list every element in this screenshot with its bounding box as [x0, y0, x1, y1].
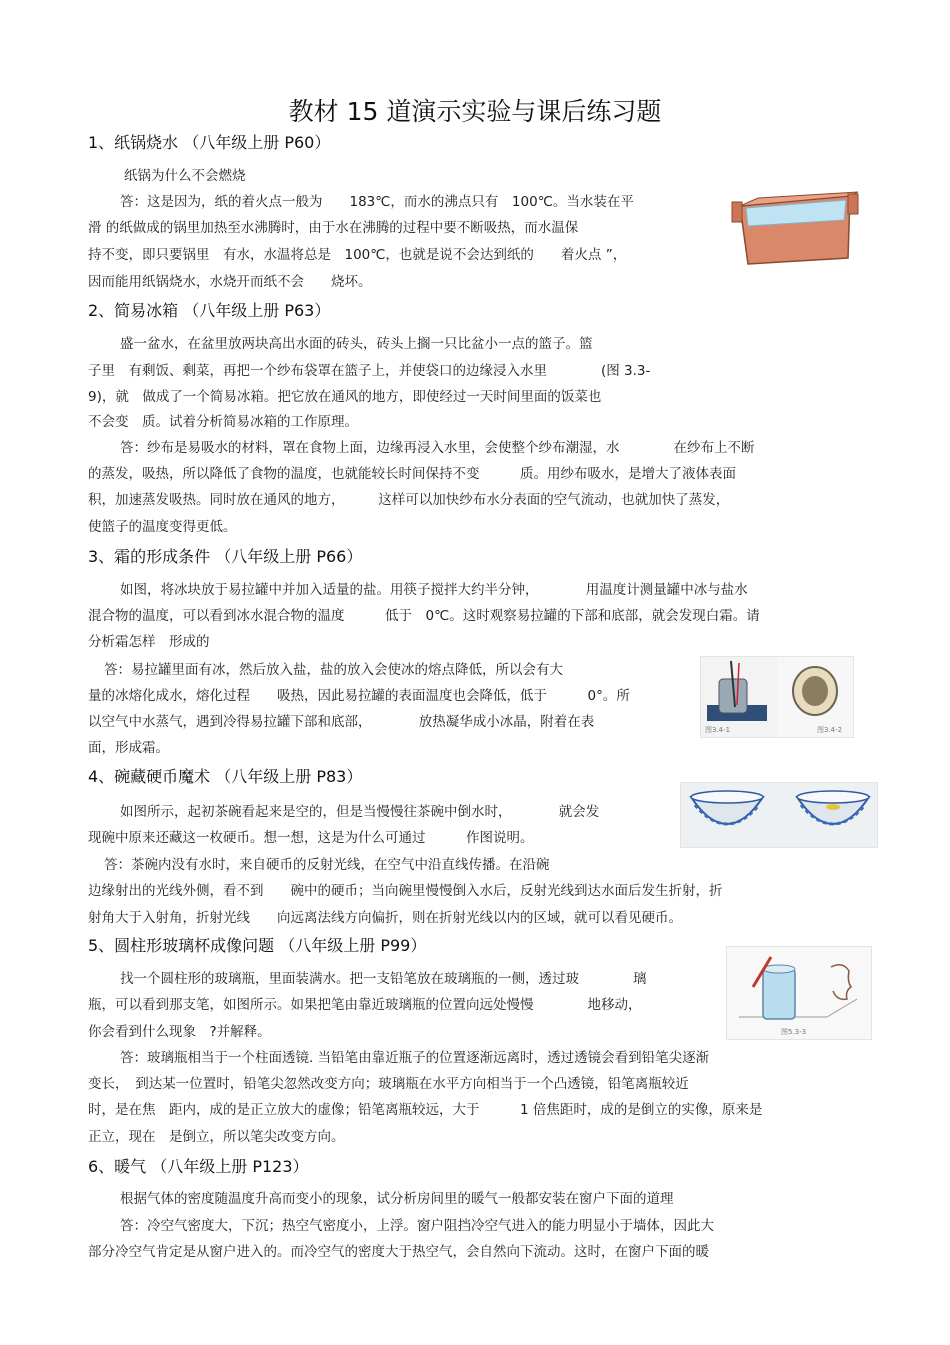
- s3-line: 混合物的温度，可以看到冰水混合物的温度 低于 0℃。这时观察易拉罐的下部和底部，就会发现白霜。请: [88, 608, 760, 624]
- s2-line: 9)，就 做成了一个简易冰箱。把它放在通风的地方，即使经过一天时间里面的饭菜也: [88, 389, 602, 405]
- s5-line: 找一个圆柱形的玻璃瓶，里面装满水。把一支铅笔放在玻璃瓶的一侧，透过玻 璃: [120, 971, 647, 987]
- glass-bottle-figure: [726, 946, 872, 1040]
- s5-line: 时，是在焦 距内，成的是正立放大的虚像；铅笔离瓶较远，大于 1 倍焦距时，成的是倒立的实像，原来是: [88, 1102, 763, 1118]
- s2-line: 的蒸发，吸热，所以降低了食物的温度，也就能较长时间保持不变 质。用纱布吸水，是增大了液体表面: [88, 466, 736, 482]
- s3-line: 面，形成霜。: [88, 740, 169, 756]
- s1-line: 答：这是因为，纸的着火点一般为 183℃，而水的沸点只有 100℃。当水装在平: [120, 194, 634, 210]
- s3-line: 如图，将冰块放于易拉罐中并加入适量的盐。用筷子搅拌大约半分钟， 用温度计测量罐中冰与盐水: [120, 582, 748, 598]
- section-6-heading: 6、暖气 （八年级上册 P123）: [88, 1157, 309, 1176]
- s1-line: 滑 的纸做成的锅里加热至水沸腾时，由于水在沸腾的过程中要不断吸热，而水温保: [88, 220, 579, 236]
- s3-line: 分析霜怎样 形成的: [88, 634, 210, 650]
- s4-line: 答：茶碗内没有水时，来自硬币的反射光线，在空气中沿直线传播。在沿碗: [104, 857, 550, 873]
- s5-line: 瓶，可以看到那支笔，如图所示。如果把笔由靠近玻璃瓶的位置向远处慢慢 地移动，: [88, 997, 642, 1013]
- s5-line: 变长， 到达某一位置时，铅笔尖忽然改变方向；玻璃瓶在水平方向相当于一个凸透镜，铅笔离瓶较近: [88, 1076, 689, 1092]
- s1-line: 持不变，即只要锅里 有水，水温将总是 100℃，也就是说不会达到纸的 着火点 ”，: [88, 247, 627, 263]
- section-3-heading: 3、霜的形成条件 （八年级上册 P66）: [88, 547, 363, 566]
- figure-caption: 图5.3-3: [781, 1028, 807, 1036]
- s2-line: 不会变 质。试着分析简易冰箱的工作原理。: [88, 414, 358, 430]
- s4-line: 射角大于入射角，折射光线 向远离法线方向偏折，则在折射光线以内的区域，就可以看见硬币。: [88, 910, 682, 926]
- s2-line: 答：纱布是易吸水的材料，罩在食物上面，边缘再浸入水里，会使整个纱布潮湿，水 在纱布上不断: [120, 440, 755, 456]
- s3-line: 以空气中水蒸气，遇到冷得易拉罐下部和底部， 放热凝华成小冰晶，附着在表: [88, 714, 595, 730]
- s2-line: 积，加速蒸发吸热。同时放在通风的地方， 这样可以加快纱布水分表面的空气流动，也就加快了蒸发，: [88, 492, 730, 508]
- s2-line: 盛一盆水，在盆里放两块高出水面的砖头，砖头上搁一只比盆小一点的篮子。篮: [120, 336, 593, 352]
- s6-line: 答：冷空气密度大，下沉；热空气密度小，上浮。窗户阻挡冷空气进入的能力明显小于墙体，因此大: [120, 1218, 714, 1234]
- s5-line: 你会看到什么现象 ?并解释。: [88, 1024, 271, 1040]
- s3-line: 量的冰熔化成水，熔化过程 吸热，因此易拉罐的表面温度也会降低，低于 0°。所: [88, 688, 630, 704]
- frost-can-figure: [700, 656, 854, 738]
- s4-line: 边缘射出的光线外侧，看不到 碗中的硬币；当向碗里慢慢倒入水后，反射光线到达水面后发生折射，折: [88, 883, 723, 899]
- s2-line: 子里 有剩饭、剩菜，再把一个纱布袋罩在篮子上，并使袋口的边缘浸入水里 (图 3.3-: [88, 363, 651, 379]
- s2-line: 使篮子的温度变得更低。: [88, 519, 237, 535]
- section-5-heading: 5、圆柱形玻璃杯成像问题 （八年级上册 P99）: [88, 936, 427, 955]
- paper-pot-figure: [718, 186, 870, 272]
- s6-line: 部分冷空气肯定是从窗户进入的。而冷空气的密度大于热空气，会自然向下流动。这时，在窗户下面的暖: [88, 1244, 709, 1260]
- s6-line: 根据气体的密度随温度升高而变小的现象，试分析房间里的暖气一般都安装在窗户下面的道理: [120, 1191, 674, 1207]
- s3-line: 答：易拉罐里面有冰，然后放入盐，盐的放入会使冰的熔点降低，所以会有大: [104, 662, 563, 678]
- page-title: 教材 15 道演示实验与课后练习题: [288, 97, 662, 126]
- s4-line: 现碗中原来还藏这一枚硬币。想一想，这是为什么可通过 作图说明。: [88, 830, 534, 846]
- coin-bowl-figure: [680, 782, 878, 848]
- s5-line: 正立，现在 是倒立，所以笔尖改变方向。: [88, 1129, 345, 1145]
- figure-caption: 图3.4-1: [705, 726, 731, 734]
- s1-line: 因而能用纸锅烧水，水烧开而纸不会 烧坏。: [88, 274, 372, 290]
- section-2-heading: 2、简易冰箱 （八年级上册 P63）: [88, 301, 331, 320]
- section-4-heading: 4、碗藏硬币魔术 （八年级上册 P83）: [88, 767, 363, 786]
- s1-question: 纸锅为什么不会燃烧: [124, 168, 246, 184]
- section-1-heading: 1、纸锅烧水 （八年级上册 P60）: [88, 133, 331, 152]
- figure-caption: 图3.4-2: [817, 726, 843, 734]
- s5-line: 答：玻璃瓶相当于一个柱面透镜. 当铅笔由靠近瓶子的位置逐渐远离时，透过透镜会看到铅笔尖逐渐: [120, 1050, 710, 1066]
- s4-line: 如图所示，起初茶碗看起来是空的，但是当慢慢往茶碗中倒水时， 就会发: [120, 804, 600, 820]
